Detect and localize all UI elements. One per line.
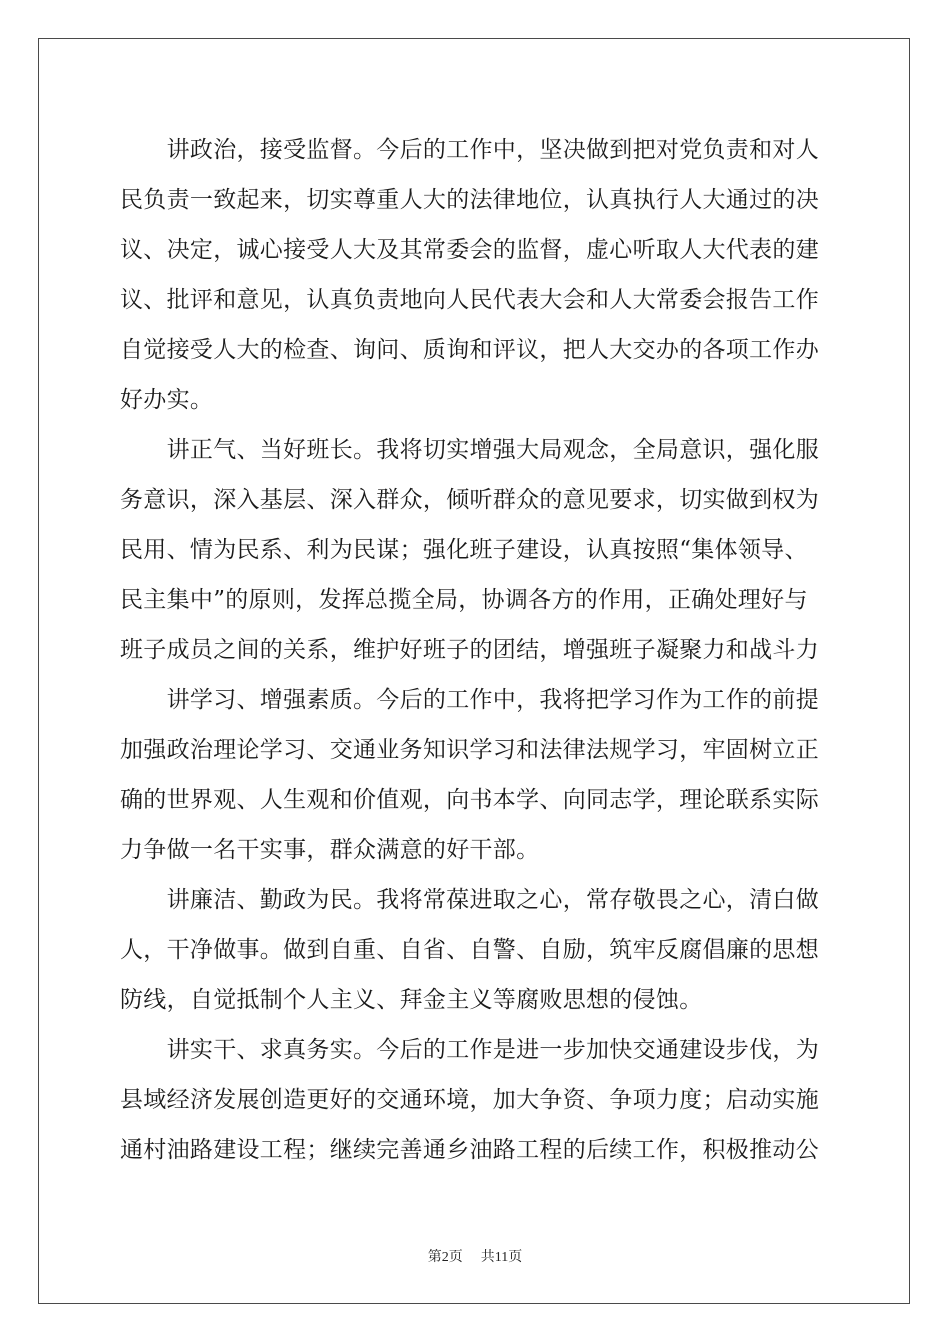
text-line: 务意识，深入基层、深入群众，倾听群众的意见要求，切实做到权为 [120,487,819,513]
page-footer [0,1246,950,1266]
text-line: 好办实。 [120,387,214,413]
page-number: 第2页 [427,1250,463,1265]
text-line: 班子成员之间的关系，维护好班子的团结，增强班子凝聚力和战斗力 [120,637,819,663]
page-total: 共11页 [480,1250,523,1265]
text-line: 力争做一名干实事，群众满意的好干部。 [120,837,540,863]
text-line: 讲学习、增强素质。今后的工作中，我将把学习作为工作的前提 [120,687,819,713]
text-line: 讲实干、求真务实。今后的工作是进一步加快交通建设步伐，为 [120,1037,819,1063]
text-line: 议、决定，诚心接受人大及其常委会的监督，虚心听取人大代表的建 [120,237,819,263]
text-line: 防线，自觉抵制个人主义、拜金主义等腐败思想的侵蚀。 [120,987,703,1013]
text-line: 议、批评和意见，认真负责地向人民代表大会和人大常委会报告工作 [120,287,819,313]
text-line: 民负责一致起来，切实尊重人大的法律地位，认真执行人大通过的决 [120,187,819,213]
text-line: 讲政治，接受监督。今后的工作中，坚决做到把对党负责和对人 [120,137,819,163]
text-line: 讲正气、当好班长。我将切实增强大局观念，全局意识，强化服 [120,437,819,463]
text-line: 确的世界观、人生观和价值观，向书本学、向同志学，理论联系实际 [120,787,819,813]
text-line: 县域经济发展创造更好的交通环境，加大争资、争项力度；启动实施 [120,1087,819,1113]
text-line: 民用、情为民系、利为民谋；强化班子建设，认真按照“集体领导、 [120,537,808,563]
text-line: 人，干净做事。做到自重、自省、自警、自励，筑牢反腐倡廉的思想 [120,937,819,963]
text-line: 自觉接受人大的检查、询问、质询和评议，把人大交办的各项工作办 [120,337,819,363]
text-line: 加强政治理论学习、交通业务知识学习和法律法规学习，牢固树立正 [120,737,819,763]
text-line: 民主集中”的原则，发挥总揽全局，协调各方的作用，正确处理好与 [120,587,808,613]
text-line: 通村油路建设工程；继续完善通乡油路工程的后续工作，积极推动公 [120,1137,819,1163]
text-line: 讲廉洁、勤政为民。我将常葆进取之心，常存敬畏之心，清白做 [120,887,819,913]
